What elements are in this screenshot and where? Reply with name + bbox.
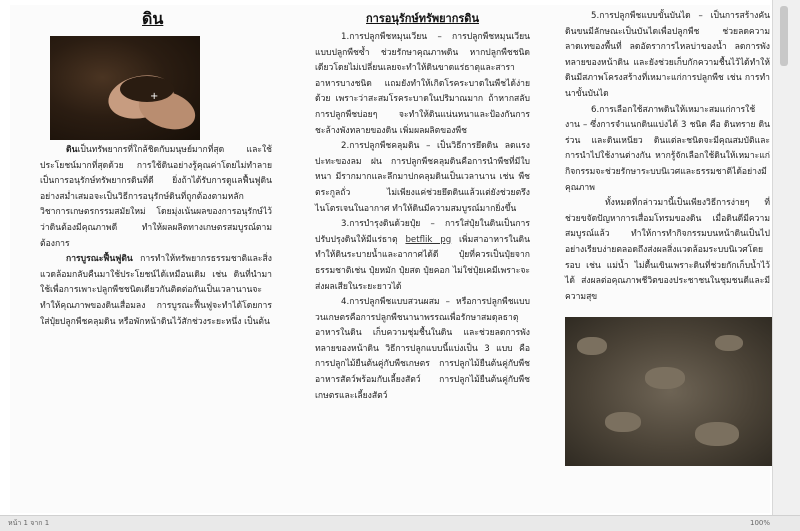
column-middle bbox=[315, 5, 530, 404]
method-3-text-a: 3.การบำรุงดินด้วยปุ๋ย – การใส่ปุ๋ยในดินเป็นการปรับปรุงดินให้มีแร่ธาตุ bbox=[315, 219, 530, 245]
page-title: ดิน bbox=[142, 9, 164, 28]
soil-clod bbox=[645, 367, 685, 389]
summary-paragraph: ทั้งหมดที่กล่าวมานี้เป็นเพียงวิธีการง่ายๆ ที่ช่วยขจัดปัญหาการเสื่อมโทรมของดิน เมื่อดินดีมีความสมบูรณ์แล้ว ทำให้การทำกิจกรรมบนหน้าดินเป็นไปอย่างเรียบง่ายตลอดถึงส่งผลสิ่งแวดล้อมระบบนิเวศโดยรอบ เช่น แม่น้ำ ไม่ตื้นเขินเพราะดินที่ช่วยกักเก็บน้ำไว้ได้ ส่งผลต่อคุณภาพชีวิตของประชาชนในชุมชนดีและมีความสุข bbox=[565, 198, 770, 302]
soil-hands-photo bbox=[50, 36, 200, 140]
soil-pile bbox=[120, 76, 174, 102]
intro-text: เป็นทรัพยากรที่ใกล้ชิดกับมนุษย์มากที่สุด และใช้ประโยชน์มากที่สุดด้วย การใช้ดินอย่างรู้คุณค่าโดยไม่ทำลายเป็นการอนุรักษ์ทรัพยากรดินที่ดี ยิ่งถ้าได้รับการดูแลฟื้นฟูดินอย่างสม่ำเสมอจะเป็นวิธีการอนุรักษ์ดินที่ถูกต้องตามหลักวิชาการเกษตรกรรมสมัยใหม่ โดยมุ่งเน้นผลของการอนุรักษ์ไว้ว่าดินต้องมีคุณภาพดี ทำให้ผลผลิตทางเกษตรสมบูรณ์ตามต้องการ bbox=[40, 145, 272, 249]
vertical-scrollbar[interactable] bbox=[772, 0, 800, 515]
column-left bbox=[40, 5, 272, 330]
restoration-text: การทำให้ทรัพยากรธรรมชาติและสิ่งแวดล้อมกลับคืนมาใช้ประโยชน์ได้เหมือนเดิม เช่น ดินที่นำมาใช้เพื่อการเพาะปลูกพืชชนิดเดียวกันติดต่อกันเป็นเวลานานจะทำให้คุณภาพของดินเสื่อมลง การบูรณะฟื้นฟูจะทำได้โดยการใส่ปุ๋ยปลูกพืชคลุมดิน หรือพักหน้าดินไว้สักช่วงระยะหนึ่ง เป็นต้น bbox=[40, 254, 272, 327]
soil-ground-photo bbox=[565, 317, 776, 466]
method-1: 1.การปลูกพืชหมุนเวียน – การปลูกพืชหมุนเวียนแบบปลูกพืชซ้ำ ช่วยรักษาคุณภาพดิน หากปลูกพืชชนิดเดียวโดยไม่เปลี่ยนเลยจะทำให้ดินขาดแร่ธาตุและสาราอาหารบางชนิด แถมยังทำให้เกิดโรคระบาดในพืชได้ง่ายด้วย เพราะว่าสะสมโรคระบาดในปริมาณมาก ถ้าหากสลับการปลูกพืชบ่อยๆ จะทำให้ดินแน่นหนาและป้องกันการชะล้างพังทลายของดิน เพิ่มผลผลิตของพืช bbox=[315, 32, 530, 136]
method-6: 6.การเลือกใช้สภาพดินให้เหมาะสมแก่การใช้งาน – ซึ่งการจำแนกดินแบ่งได้ 3 ชนิด คือ ดินทราย ดินร่วน และดินเหนียว ดินแต่ละชนิดจะมีคุณสมบัติและการนำไปใช้งานต่างกัน หากรู้จักเลือกใช้ดินให้เหมาะแก่กิจกรรมจะช่วยรักษาระบบนิเวศและธรรมชาติได้อย่างมีคุณภาพ bbox=[565, 104, 770, 193]
soil-clod bbox=[577, 337, 607, 355]
method-5: 5.การปลูกพืชแบบขั้นบันได – เป็นการสร้างคันดินขนมีลักษณะเป็นบันไดเพื่อปลูกพืช ช่วยลดความลาดเทของพื้นที่ ลดอัตราการไหลบ่าของน้ำ ลดการพังทลายของหน้าดิน และยังช่วยเก็บกักความชื้นไว้ได้ทำให้ดินมีสภาพโครงสร้างที่เหมาะแก่การปลูกพืช เช่น การทำนาขั้นบันได bbox=[565, 11, 770, 99]
restoration-lead: การบูรณะฟื้นฟูดิน bbox=[66, 254, 133, 265]
sparkle-icon: + bbox=[150, 91, 159, 102]
method-4: 4.การปลูกพืชแบบสวนผสม – หรือการปลูกพืชแบบวนเกษตรคือการปลูกพืชนานาพรรณเพื่อรักษาสมดุลธาตุอาหารในดิน เก็บความชุ่มชื้นในดิน และช่วยลดการพังทลายของหน้าดิน วิธีการปลูกแบบนี้แบ่งเป็น 3 แบบ คือ การปลูกไม้ยืนต้นคู่กับพืชเกษตร การปลูกไม้ยืนต้นคู่กับพืชอาหารสัตว์พร้อมกับเลี้ยงสัตว์ การปลูกไม้ยืนต้นคู่กับพืชเกษตรและเลี้ยงสัตว์ bbox=[315, 297, 530, 401]
zoom-level: 100% bbox=[750, 519, 771, 527]
soil-clod bbox=[695, 422, 739, 446]
method-3-text-b: เพิ่มสาอาหารในดิน ทำให้ดินระบายน้ำและอากาศได้ดี ปุ๋ยที่ควรเป็นปุ๋ยจากธรรมชาติเช่น ปุ๋ยหมัก ปุ๋ยสด ปุ๋ยคอก ไม่ใช่ปุ๋ยเคมีเพราะจะส่งผลเสียในระยะยาวได้ bbox=[315, 234, 530, 292]
section-title: การอนุรักษ์ทรัพยากรดิน bbox=[366, 12, 479, 25]
scrollbar-thumb[interactable] bbox=[780, 6, 788, 66]
method-3 bbox=[315, 217, 530, 295]
soil-clod bbox=[605, 412, 641, 432]
soil-clod bbox=[715, 335, 743, 351]
document-page bbox=[10, 5, 770, 513]
intro-paragraph bbox=[40, 143, 272, 252]
intro-lead: ดิน bbox=[66, 145, 78, 155]
inline-link[interactable]: betflik pg bbox=[405, 234, 452, 245]
method-2: 2.การปลูกพืชคลุมดิน – เป็นวิธีการยึดดิน ลดแรงปะทะของลม ฝน การปลูกพืชคลุมดินคือการนำพืชที่มีใบหนา มีรากมากและลึกมาปกคลุมดินเป็นเวลานาน เช่น พืชตระกูลถั่ว ไม่เพียงแค่ช่วยยึดดินแล้วแต่ยังช่วยตรึงไนโตรเจนในอากาศ ทำให้ดินมีความสมบูรณ์มากยิ่งขึ้น bbox=[315, 141, 530, 214]
restoration-paragraph bbox=[40, 252, 272, 330]
status-bar bbox=[0, 515, 800, 531]
page-count: หน้า 1 จาก 1 bbox=[8, 519, 50, 527]
column-right bbox=[565, 5, 770, 466]
